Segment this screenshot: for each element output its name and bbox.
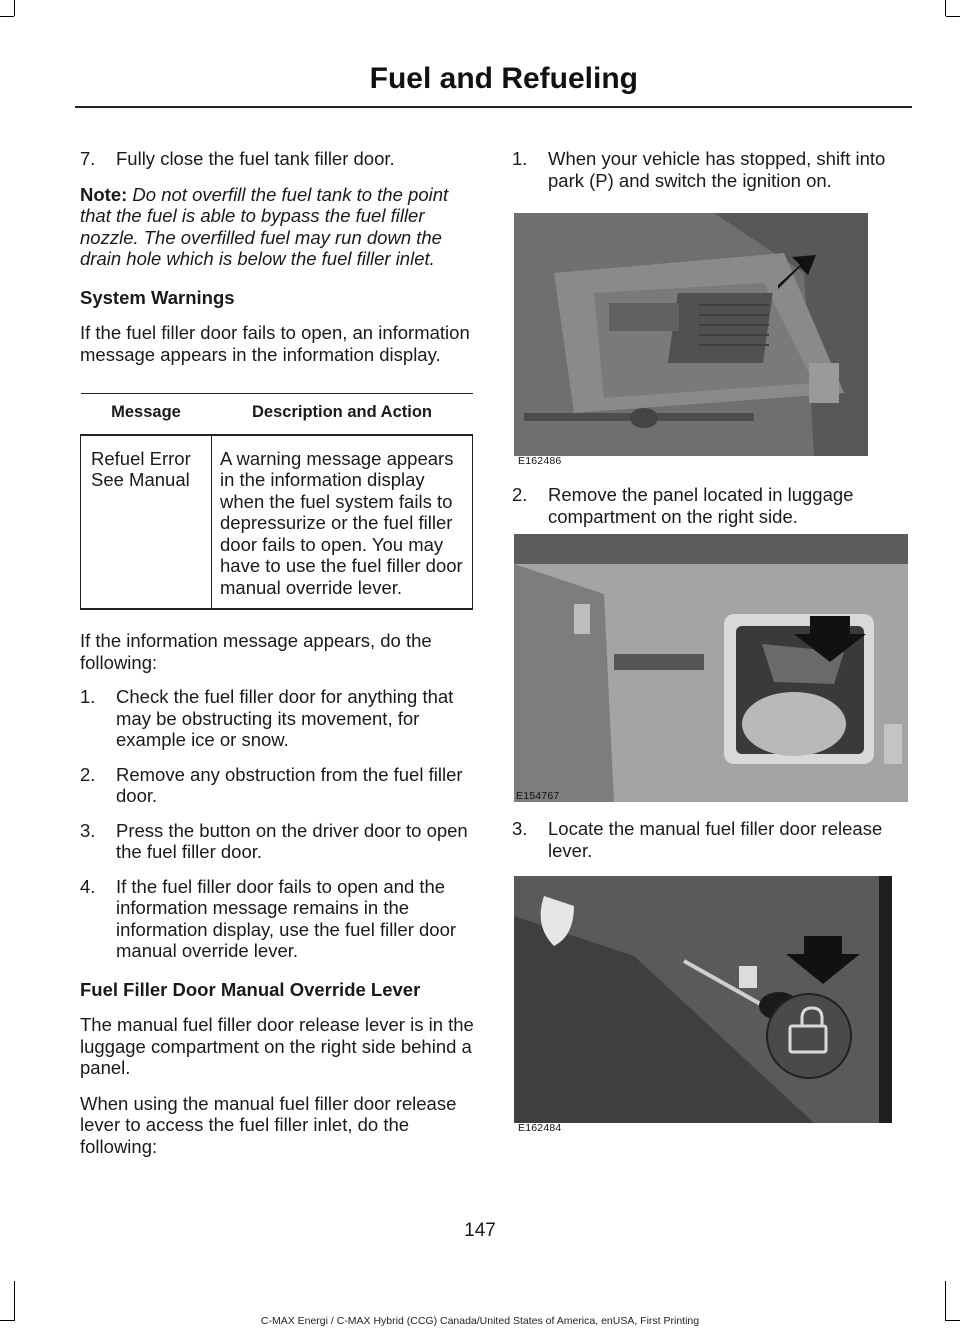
right-step-3 (512, 818, 912, 861)
step-number: 1. (80, 686, 96, 707)
left-step-2 (80, 764, 475, 807)
left-step-3 (80, 820, 475, 863)
override-text: The manual fuel filler door release lever is in the luggage compartment on the right side behind a panel. (80, 1014, 474, 1078)
step-number: 2. (80, 763, 96, 785)
override-heading: Fuel Filler Door Manual Override Lever (80, 978, 421, 1000)
if-appears-text: If the information message appears, do the following: (80, 630, 432, 673)
left-step-4 (80, 876, 475, 962)
when-using-text: When using the manual fuel filler door release lever to access the fuel filler inlet, do the following: (80, 1092, 457, 1157)
illustration-luggage-panel-drawing (514, 534, 908, 802)
illustration-luggage-panel (514, 534, 908, 802)
step-text: Press the button on the driver door to open the fuel filler door. (116, 819, 468, 862)
right-column-step-2 (512, 484, 912, 527)
page-header-title: Fuel and Refueling (369, 62, 638, 95)
step-number: 2. (512, 484, 528, 505)
table-cell-message: Refuel Error See Manual (81, 435, 212, 610)
header-rule (75, 106, 912, 108)
crop-mark-top-right-v (945, 0, 946, 16)
left-column (80, 140, 475, 1157)
image-code-2: E154767 (516, 790, 560, 802)
warnings-table (80, 393, 473, 610)
illustration-release-lever-drawing (514, 876, 892, 1123)
system-warnings-text: If the fuel filler door fails to open, an information message appears in the information display. (80, 322, 470, 365)
table-header-description: Description and Action (212, 394, 473, 435)
table-header-row (81, 394, 473, 435)
right-step-1 (512, 148, 912, 191)
image-code-1: E162486 (518, 455, 562, 467)
step-text: Check the fuel filler door for anything that may be obstructing its movement, for example ice or snow. (116, 686, 454, 750)
step-text: Fully close the fuel tank filler door. (116, 148, 395, 169)
crop-mark-top-left-v (14, 0, 15, 16)
step-number: 4. (80, 875, 96, 897)
note-text: Do not overfill the fuel tank to the point that the fuel is able to bypass the fuel filler nozzle. The overfilled fuel may run down the drain hole which is below the fuel filler inlet. (80, 183, 449, 269)
step-7 (80, 148, 475, 170)
page-footer: C-MAX Energi / C-MAX Hybrid (CCG) Canada/United States of America, enUSA, First Printing (260, 1315, 700, 1327)
step-text: When your vehicle has stopped, shift into park (P) and switch the ignition on. (548, 148, 886, 191)
table-cell-description: A warning message appears in the information display when the fuel system fails to depressurize or the fuel filler door fails to open. You may have to use the fuel filler door manual override lever. (212, 435, 473, 610)
right-column-step-3 (512, 818, 912, 861)
right-column (512, 140, 912, 191)
step-text: Remove the panel located in luggage compartment on the right side. (548, 484, 854, 527)
table-row (81, 435, 473, 610)
crop-mark-top-right-h (946, 16, 960, 17)
crop-mark-top-left-h (0, 16, 14, 17)
illustration-luggage-compartment-drawing (514, 213, 868, 456)
system-warnings-heading: System Warnings (80, 286, 235, 308)
step-text: If the fuel filler door fails to open and the information message remains in the information display, use the fuel filler door manual override lever. (116, 875, 457, 961)
image-code-3: E162484 (518, 1122, 562, 1134)
note-paragraph (80, 184, 475, 270)
table-header-message: Message (81, 394, 212, 435)
right-step-2 (512, 484, 912, 527)
step-number: 3. (80, 819, 96, 841)
step-number: 7. (80, 148, 96, 169)
step-number: 1. (512, 148, 528, 169)
page-number: 147 (464, 1220, 496, 1241)
step-text: Locate the manual fuel filler door release lever. (548, 818, 883, 861)
left-step-1 (80, 686, 475, 751)
illustration-luggage-compartment (514, 213, 868, 456)
step-number: 3. (512, 818, 528, 839)
illustration-release-lever (514, 876, 892, 1123)
note-label: Note: (80, 183, 128, 205)
step-text: Remove any obstruction from the fuel filler door. (116, 763, 463, 806)
